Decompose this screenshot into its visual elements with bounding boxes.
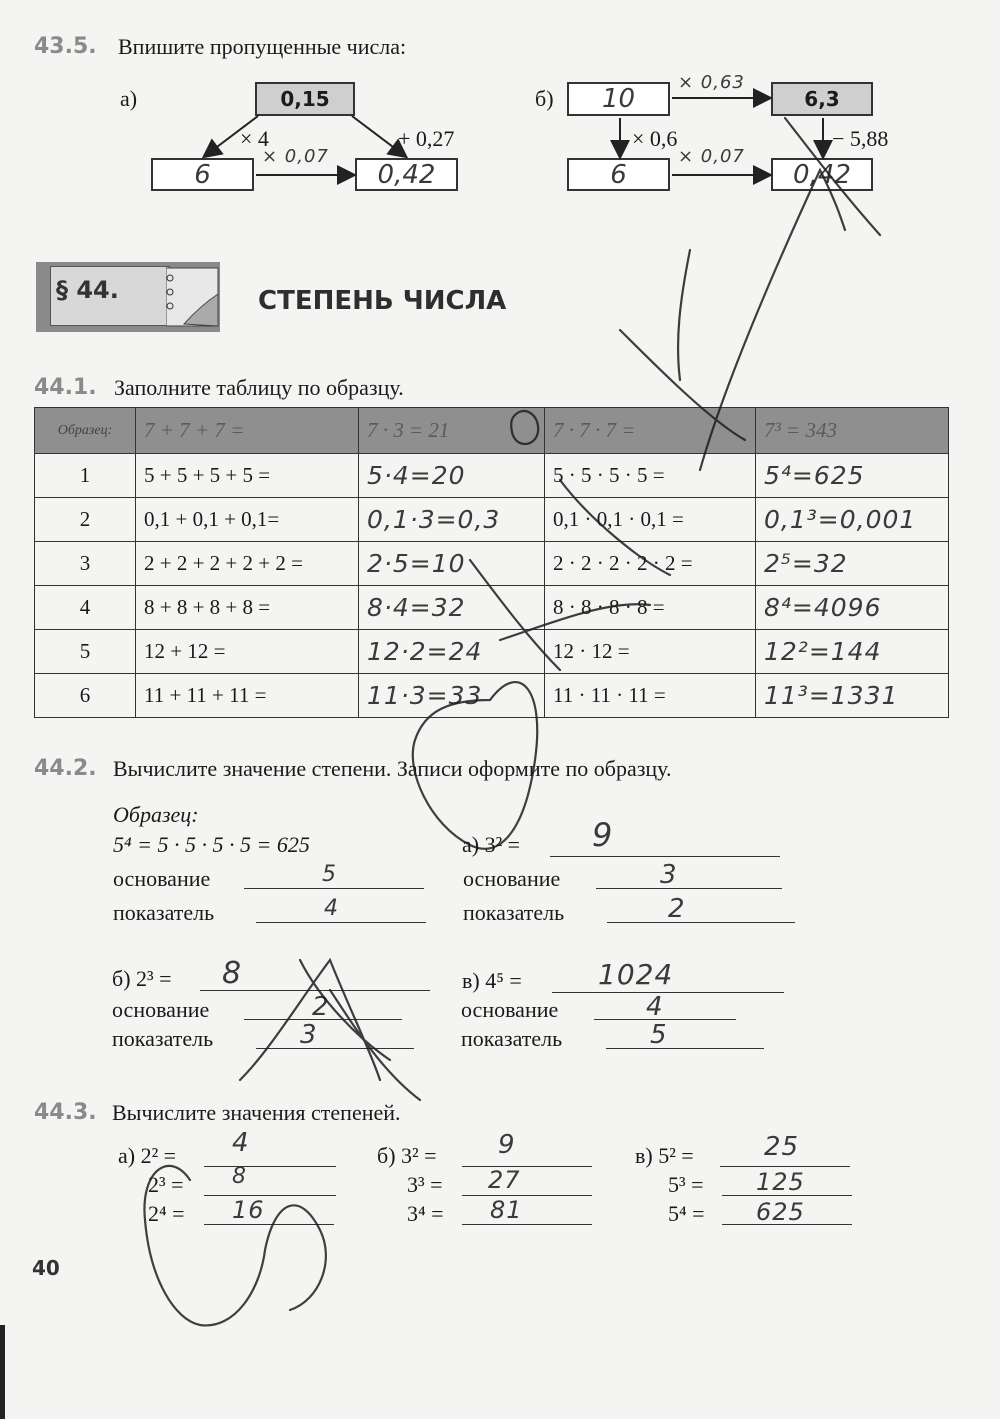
answer-b-base: 2 xyxy=(312,992,330,1022)
section-number: § 44. xyxy=(56,276,119,304)
answer-cell[interactable] xyxy=(359,542,545,586)
exercise-title-44-1: Заполните таблицу по образцу. xyxy=(114,375,404,400)
answer-value: 81 xyxy=(490,1196,523,1224)
answer-line[interactable] xyxy=(462,1166,592,1167)
row-number: 1 xyxy=(35,454,136,498)
header-cell: Образец: xyxy=(35,408,136,454)
part-c-expression: в) 4⁵ = xyxy=(462,968,522,993)
product-cell: 5 · 5 · 5 · 5 = xyxy=(545,454,756,498)
page-number: 40 xyxy=(32,1256,60,1280)
sample-exp-line xyxy=(256,922,426,923)
handwritten-answer: 8⁴=4096 xyxy=(764,593,882,622)
answer-a-value: 9 xyxy=(592,816,614,854)
part-b-base-label: основание xyxy=(112,997,210,1022)
handwritten-answer: 2⁵=32 xyxy=(764,549,848,578)
answer-value: 125 xyxy=(756,1168,805,1196)
power-table xyxy=(34,407,949,718)
table-row xyxy=(35,630,949,674)
col-c-row2: 5³ = xyxy=(668,1172,704,1197)
handwritten-answer: 12²=144 xyxy=(764,637,882,666)
answer-value: 16 xyxy=(232,1196,265,1224)
product-cell: 12 · 12 = xyxy=(545,630,756,674)
part-a-label: а) xyxy=(120,86,138,111)
answer-c-base: 4 xyxy=(646,992,664,1022)
sample-exp-value: 4 xyxy=(324,896,339,921)
answer-line-a-exp[interactable] xyxy=(607,922,795,923)
exercise-number-43-5: 43.5. xyxy=(34,34,97,59)
op-b-left: × 0,6 xyxy=(632,126,678,151)
sum-cell: 2 + 2 + 2 + 2 + 2 = xyxy=(136,542,359,586)
answer-b-value: 8 xyxy=(222,956,243,991)
answer-value: 9 xyxy=(498,1130,516,1160)
sample-base-line xyxy=(244,888,424,889)
answer-line[interactable] xyxy=(204,1166,336,1167)
exercise-number-44-1: 44.1. xyxy=(34,375,97,400)
handwritten-answer: 11·3=33 xyxy=(367,681,483,710)
exercise-title-44-2: Вычислите значение степени. Записи оформите по образцу. xyxy=(113,756,672,781)
answer-line[interactable] xyxy=(462,1195,592,1196)
sample-base-value: 5 xyxy=(322,862,337,887)
product-cell: 0,1 · 0,1 · 0,1 = xyxy=(545,498,756,542)
box-a-bottom-right[interactable]: 0,42 xyxy=(355,158,458,191)
answer-c-value: 1024 xyxy=(598,958,674,991)
answer-c-exp: 5 xyxy=(650,1020,668,1050)
part-a-exp-label: показатель xyxy=(463,900,565,925)
answer-line-c-exp[interactable] xyxy=(606,1048,764,1049)
sum-cell: 11 + 11 + 11 = xyxy=(136,674,359,718)
part-b-expression: б) 2³ = xyxy=(112,966,172,991)
answer-cell[interactable] xyxy=(756,498,949,542)
table-row xyxy=(35,542,949,586)
op-a-mid: × 0,07 xyxy=(262,146,329,167)
handwritten-answer: 12·2=24 xyxy=(367,637,483,666)
col-c-row1: в) 5² = xyxy=(635,1143,694,1168)
product-cell: 2 · 2 · 2 · 2 · 2 = xyxy=(545,542,756,586)
box-a-bottom-left[interactable]: 6 xyxy=(151,158,254,191)
sample-label: Образец: xyxy=(113,802,199,827)
answer-line-a[interactable] xyxy=(550,856,780,857)
answer-cell[interactable] xyxy=(756,454,949,498)
answer-value: 25 xyxy=(764,1132,800,1162)
answer-b-exp: 3 xyxy=(300,1020,318,1050)
box-b-bottom-right[interactable]: 0,42 xyxy=(771,158,873,191)
op-b-right: − 5,88 xyxy=(832,126,889,151)
table-row xyxy=(35,586,949,630)
row-number: 2 xyxy=(35,498,136,542)
op-a-right: + 0,27 xyxy=(398,126,455,151)
answer-value: 27 xyxy=(488,1166,521,1194)
col-b-row3: 3⁴ = xyxy=(407,1201,444,1226)
col-a-row2: 2³ = xyxy=(148,1172,184,1197)
part-c-exp-label: показатель xyxy=(461,1026,563,1051)
row-number: 5 xyxy=(35,630,136,674)
answer-line[interactable] xyxy=(204,1195,336,1196)
answer-value: 4 xyxy=(232,1128,250,1158)
col-b-row2: 3³ = xyxy=(407,1172,443,1197)
answer-cell[interactable] xyxy=(359,586,545,630)
answer-a-base: 3 xyxy=(660,860,678,890)
box-b-bottom-left[interactable]: 6 xyxy=(567,158,670,191)
answer-line-a-base[interactable] xyxy=(596,888,782,889)
answer-line-b-exp[interactable] xyxy=(256,1048,414,1049)
handwritten-answer: 5⁴=625 xyxy=(764,461,865,490)
answer-line[interactable] xyxy=(462,1224,592,1225)
answer-line[interactable] xyxy=(204,1224,334,1225)
answer-cell[interactable] xyxy=(359,498,545,542)
box-b-top-right: 6,3 xyxy=(771,82,873,116)
answer-cell[interactable] xyxy=(756,630,949,674)
exercise-title-43-5: Впишите пропущенные числа: xyxy=(118,34,407,59)
sum-cell: 5 + 5 + 5 + 5 = xyxy=(136,454,359,498)
table-header-row xyxy=(35,408,949,454)
table-row xyxy=(35,674,949,718)
page-curl-icon xyxy=(166,264,220,330)
box-a-top: 0,15 xyxy=(255,82,355,116)
handwritten-answer: 11³=1331 xyxy=(764,681,899,710)
part-c-base-label: основание xyxy=(461,997,559,1022)
exercise-title-44-3: Вычислите значения степеней. xyxy=(112,1100,401,1125)
answer-value: 625 xyxy=(756,1198,805,1226)
answer-line[interactable] xyxy=(720,1166,850,1167)
op-b-top: × 0,63 xyxy=(678,72,745,93)
col-a-row3: 2⁴ = xyxy=(148,1201,185,1226)
answer-cell[interactable] xyxy=(359,674,545,718)
part-b-exp-label: показатель xyxy=(112,1026,214,1051)
box-b-top-left[interactable]: 10 xyxy=(567,82,670,116)
sample-exp-label: показатель xyxy=(113,900,215,925)
row-number: 4 xyxy=(35,586,136,630)
answer-cell[interactable] xyxy=(756,586,949,630)
exercise-number-44-2: 44.2. xyxy=(34,756,97,781)
sum-cell: 12 + 12 = xyxy=(136,630,359,674)
scan-edge xyxy=(0,1325,5,1419)
op-b-mid: × 0,07 xyxy=(678,146,745,167)
section-title: СТЕПЕНЬ ЧИСЛА xyxy=(258,286,507,316)
answer-cell[interactable] xyxy=(359,630,545,674)
sum-cell: 8 + 8 + 8 + 8 = xyxy=(136,586,359,630)
header-cell: 7³ = 343 xyxy=(756,408,949,454)
answer-cell[interactable] xyxy=(756,674,949,718)
row-number: 3 xyxy=(35,542,136,586)
sample-base-label: основание xyxy=(113,866,211,891)
row-number: 6 xyxy=(35,674,136,718)
section-badge xyxy=(36,262,220,332)
part-a-base-label: основание xyxy=(463,866,561,891)
col-a-row1: а) 2² = xyxy=(118,1143,177,1168)
col-c-row3: 5⁴ = xyxy=(668,1201,705,1226)
handwritten-answer: 0,1·3=0,3 xyxy=(367,505,501,534)
product-cell: 8 · 8 · 8 · 8 = xyxy=(545,586,756,630)
table-row xyxy=(35,498,949,542)
part-a-expression: а) 3² = xyxy=(462,832,521,857)
sample-expression: 5⁴ = 5 · 5 · 5 · 5 = 625 xyxy=(113,832,310,857)
op-a-left: × 4 xyxy=(240,126,269,151)
handwritten-answer: 5·4=20 xyxy=(367,461,466,490)
exercise-number-44-3: 44.3. xyxy=(34,1100,97,1125)
handwritten-answer: 8·4=32 xyxy=(367,593,466,622)
header-cell: 7 · 3 = 21 xyxy=(359,408,545,454)
header-cell: 7 + 7 + 7 = xyxy=(136,408,359,454)
scheme-arrows xyxy=(0,0,1000,230)
answer-value: 8 xyxy=(232,1164,247,1189)
handwritten-answer: 0,1³=0,001 xyxy=(764,505,917,534)
answer-cell[interactable] xyxy=(359,454,545,498)
answer-cell[interactable] xyxy=(756,542,949,586)
handwritten-answer: 2·5=10 xyxy=(367,549,466,578)
col-b-row1: б) 3² = xyxy=(377,1143,437,1168)
sum-cell: 0,1 + 0,1 + 0,1= xyxy=(136,498,359,542)
product-cell: 11 · 11 · 11 = xyxy=(545,674,756,718)
table-row xyxy=(35,454,949,498)
answer-a-exp: 2 xyxy=(668,894,686,924)
answer-line-c[interactable] xyxy=(552,992,784,993)
header-cell: 7 · 7 · 7 = xyxy=(545,408,756,454)
part-b-label: б) xyxy=(535,86,554,111)
